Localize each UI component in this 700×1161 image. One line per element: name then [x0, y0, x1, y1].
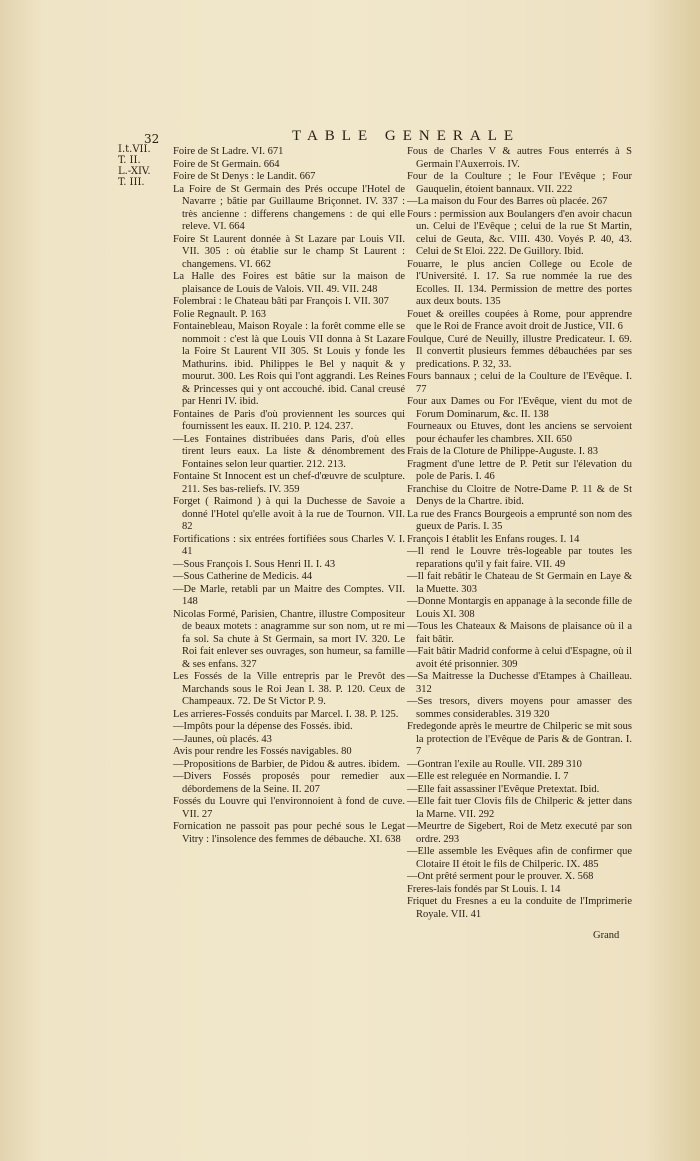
index-entry: Fouet & oreilles coupées à Rome, pour apprendre que le Roi de France avoit droit de Justice, VII. 6: [407, 308, 632, 332]
index-entry: Fontainebleau, Maison Royale : la forêt comme elle se nommoit : c'est là que Louis VII donna à St Lazare la Foire St Laurent VII 305. St Louis y fonde les Mathurins. ibid. Philippes le Bel y naquit & y mourut. 300. Les Rois qui l'ont aggrandi. Les Reines & Princesses qui y ont accouché. ibid. Canal creusé par Henri IV. ibid.: [173, 321, 405, 407]
index-entry: Frais de la Cloture de Philippe-Auguste. I. 83: [407, 446, 599, 457]
index-column-left: [173, 146, 405, 846]
margin-notes: [118, 144, 151, 188]
index-entry: Nicolas Formé, Parisien, Chantre, illustre Compositeur de beaux motets : anagramme sur son nom, ut re mi fa sol. Sa chute à St Germain, sa mort IV. 320. Le Roi fait enlever ses ouvrages, son humeur, sa famille & ses enfans. 327: [173, 608, 405, 670]
index-entry: Friquet du Fresnes a eu la conduite de l'Imprimerie Royale. VII. 41: [407, 896, 632, 920]
index-entry: Foulque, Curé de Neuilly, illustre Predicateur. I. 69. Il convertit plusieurs femmes débauchées par ses predications. P. 32, 33.: [407, 333, 632, 370]
margin-note: T. III.: [118, 177, 145, 188]
index-entry: François I établit les Enfans rouges. I. 14: [407, 533, 580, 545]
index-entry: Folembrai : le Chateau bâti par François I. VII. 307: [173, 296, 389, 307]
index-entry: La Foire de St Germain des Prés occupe l'Hotel de Navarre ; bâtie par Guillaume Briçonnet. IV. 337 : très ancienne : differens changemens : de qui elle releve. VI. 664: [173, 183, 405, 232]
index-entry: Fouarre, le plus ancien College ou Ecole de l'Université. I. 17. Sa rue nommée la rue des Ecolles. II. 134. Permission de mettre des portes aux deux bouts. 135: [407, 258, 632, 307]
index-entry: Les Fossés de la Ville entrepris par le Prevôt des Marchands sous le Roi Jean I. 38. P. 120. Ceux de Champeaux. 72. De St Victor P. 9.: [173, 671, 405, 707]
index-entry: —Elle est releguée en Normandie. I. 7: [407, 771, 569, 782]
index-entry: —Sous François I. Sous Henri II. I. 43: [173, 558, 336, 570]
index-entry: Four de la Coulture ; le Four l'Evêque ; Four Gauquelin, étoient bannaux. VII. 222: [407, 171, 632, 195]
index-entry: Fragment d'une lettre de P. Petit sur l'élevation du pole de Paris. I. 46: [407, 458, 632, 482]
index-entry: Fours : permission aux Boulangers d'en avoir chacun un. Celui de l'Evêque ; celui de la rue St Martin, celui de Geuta, &c. VIII. 430. Voyés P. 40, 43. Celui de St Eloi. 222. De Guillory. Ibid.: [407, 208, 632, 257]
index-entry: La Halle des Foires est bâtie sur la maison de plaisance de Louis de Valois. VII. 49. VII. 248: [173, 271, 405, 295]
index-entry: Fourneaux ou Etuves, dont les anciens se servoient pour échaufer les chambres. XII. 650: [407, 421, 632, 445]
margin-note: T. II.: [118, 155, 141, 166]
index-entry: Fortifications : six entrées fortifiées sous Charles V. I. 41: [173, 533, 405, 557]
index-entry: —Les Fontaines distribuées dans Paris, d'où elles tirent leurs eaux. La liste & dénombrement des Fontaines selon leur quartier. 212. 213.: [173, 433, 405, 470]
index-entry: —La maison du Four des Barres où placée. 267: [407, 196, 608, 207]
catchword: Grand: [593, 930, 620, 941]
index-entry: —Ont prêté serment pour le prouver. X. 568: [407, 871, 594, 882]
index-entry: Fredegonde après le meurtre de Chilperic se mit sous la protection de l'Evêque de Paris & de Gontran. I. 7: [407, 721, 632, 757]
index-entry: —Impôts pour la dépense des Fossés. ibid.: [173, 721, 353, 732]
index-entry: Foire de St Denys : le Landit. 667: [173, 171, 316, 182]
index-entry: —Divers Fossés proposés pour remedier aux débordemens de la Seine. II. 207: [173, 771, 405, 795]
index-entry: —Fait bâtir Madrid conforme à celui d'Espagne, où il avoit été prisonnier. 309: [407, 646, 632, 670]
page-number: 32: [144, 132, 160, 146]
margin-note: L.-XIV.: [118, 166, 151, 177]
index-entry: Franchise du Cloitre de Notre-Dame P. 11 & de St Denys de la Chartre. ibid.: [407, 483, 632, 507]
index-entry: Fontaines de Paris d'où proviennent les sources qui fournissent les eaux. II. 210. P. 124. 237.: [173, 408, 405, 432]
index-entry: Fornication ne passoit pas pour peché sous le Legat Vitry : l'insolence des femmes de débauche. XI. 638: [173, 821, 405, 845]
index-entry: Forget ( Raimond ) à qui la Duchesse de Savoie a donné l'Hotel qu'elle avoit à la rue de Tournon. VII. 82: [173, 496, 405, 532]
index-entry: —Elle fait assassiner l'Evêque Pretextat. Ibid.: [407, 783, 600, 795]
index-entry: Les arrieres-Fossés conduits par Marcel. I. 38. P. 125.: [173, 708, 399, 720]
index-entry: La rue des Francs Bourgeois a emprunté son nom des gueux de Paris. I. 35: [407, 508, 632, 532]
index-entry: —Sa Maitresse la Duchesse d'Etampes à Chailleau. 312: [407, 671, 632, 695]
index-entry: —Elle fait tuer Clovis fils de Chilperic & jetter dans la Marne. VII. 292: [407, 796, 632, 820]
index-entry: —Gontran l'exile au Roulle. VII. 289 310: [407, 758, 582, 770]
index-entry: —Jaunes, où placés. 43: [173, 733, 272, 745]
index-column-right: [407, 146, 632, 921]
index-entry: Folie Regnault. P. 163: [173, 308, 267, 320]
index-entry: —Tous les Chateaux & Maisons de plaisance où il a fait bâtir.: [407, 621, 632, 645]
index-entry: Avis pour rendre les Fossés navigables. 80: [173, 746, 352, 757]
index-entry: —De Marle, retabli par un Maitre des Comptes. VII. 148: [173, 583, 405, 607]
index-entry: Fontaine St Innocent est un chef-d'œuvre de sculpture. 211. Ses bas-reliefs. IV. 359: [173, 471, 405, 495]
index-entry: Freres-lais fondés par St Louis. I. 14: [407, 883, 561, 895]
index-entry: Fours bannaux ; celui de la Coulture de l'Evêque. I. 77: [407, 371, 632, 395]
index-entry: —Il rend le Louvre très-logeable par toutes les reparations qu'il y fait faire. VII. 49: [407, 546, 632, 570]
index-entry: —Sous Catherine de Medicis. 44: [173, 571, 313, 582]
running-title: TABLE GENERALE: [292, 128, 521, 144]
index-entry: Four aux Dames ou For l'Evêque, vient du mot de Forum Dominarum, &c. II. 138: [407, 396, 632, 420]
index-entry: Foire de St Ladre. VI. 671: [173, 146, 284, 157]
index-entry: Foire de St Germain. 664: [173, 158, 280, 170]
index-entry: —Meurtre de Sigebert, Roi de Metz executé par son ordre. 293: [407, 821, 632, 845]
index-entry: Fous de Charles V & autres Fous enterrés à S Germain l'Auxerrois. IV.: [407, 146, 632, 170]
index-entry: —Donne Montargis en appanage à la seconde fille de Louis XI. 308: [407, 596, 632, 620]
index-entry: —Elle assemble les Evêques afin de confirmer que Clotaire II étoit le fils de Chilperic. IX. 485: [407, 846, 632, 870]
index-entry: Fossés du Louvre qui l'environnoient à fond de cuve. VII. 27: [173, 796, 405, 820]
index-entry: —Propositions de Barbier, de Pidou & autres. ibidem.: [173, 758, 401, 770]
margin-note: I.t.VII.: [118, 144, 151, 155]
index-entry: —Ses tresors, divers moyens pour amasser des sommes considerables. 319 320: [407, 696, 632, 720]
index-entry: Foire St Laurent donnée à St Lazare par Louis VII. VII. 305 : où établie sur le champ St Laurent : changemens. VI. 662: [173, 233, 405, 270]
index-entry: —Il fait rebâtir le Chateau de St Germain en Laye & la Muette. 303: [407, 571, 632, 595]
